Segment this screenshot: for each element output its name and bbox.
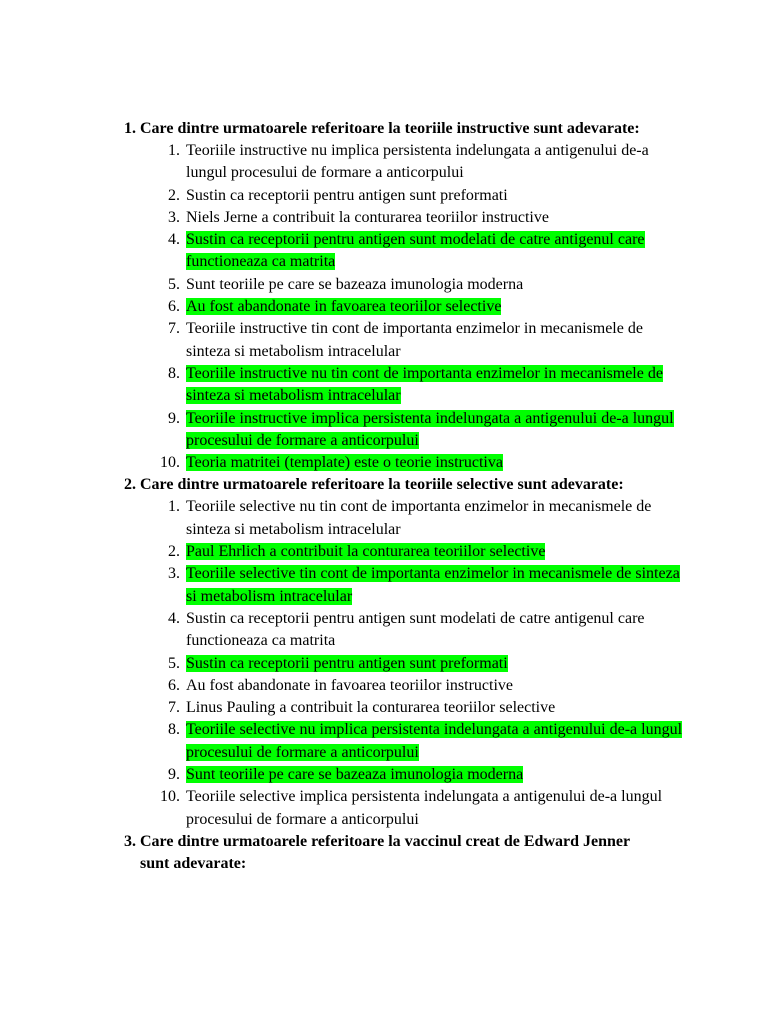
answer-text: Teoriile instructive tin cont de importanta enzimelor in mecanismele de sinteza si metabolism intracelular: [186, 320, 643, 360]
answer-text-block: [186, 541, 686, 563]
answer-number: 10.: [160, 788, 180, 806]
answer-text: Au fost abandonate in favoarea teoriilor instructive: [186, 676, 513, 694]
question-text: Care dintre urmatoarele referitoare la teoriile instructive sunt adevarate:: [140, 120, 640, 137]
answer-number: 5.: [168, 275, 180, 293]
highlighted-answer-text: Teoriile selective nu implica persistenta indelungata a antigenului de-a lungul procesului de formare a anticorpului: [186, 721, 683, 761]
answer-text: Niels Jerne a contribuit la conturarea teoriilor instructive: [186, 208, 549, 226]
highlighted-answer-text: Teoriile instructive nu tin cont de importanta enzimelor in mecanismele de sinteza si metabolism intracelular: [186, 364, 663, 405]
answer-option: [0, 653, 768, 675]
answer-text-block: [186, 318, 686, 363]
answer-number: 7.: [168, 699, 180, 717]
answer-text-block: [186, 786, 686, 831]
highlighted-answer-text: Sustin ca receptorii pentru antigen sunt modelati de catre antigenul care functioneaza ca matrita: [186, 231, 645, 271]
answer-number: 9.: [168, 766, 180, 784]
answer-list: [0, 496, 768, 830]
answer-text-block: [186, 496, 686, 541]
answer-text-block: [186, 229, 686, 274]
answer-text-block: [186, 697, 686, 719]
answer-option: [0, 719, 768, 764]
highlighted-answer-text: Teoriile selective tin cont de importanta enzimelor in mecanismele de sinteza si metabolism intracelular: [186, 565, 680, 605]
answer-number: 2.: [168, 543, 180, 561]
answer-option: [0, 296, 768, 318]
answer-number: 4.: [168, 231, 180, 249]
answer-option: [0, 764, 768, 786]
document-page: [0, 118, 768, 875]
answer-option: [0, 608, 768, 653]
answer-number: 3.: [168, 565, 180, 583]
answer-number: 6.: [168, 298, 180, 316]
answer-number: 8.: [168, 364, 180, 382]
answer-text: Sunt teoriile pe care se bazeaza imunologia moderna: [186, 275, 524, 293]
answer-number: 6.: [168, 676, 180, 694]
answer-text: Teoriile selective implica persistenta indelungata a antigenului de-a lungul procesului de formare a anticorpului: [186, 788, 663, 828]
answer-text-block: [186, 185, 686, 207]
answer-number: 5.: [168, 654, 180, 672]
highlighted-answer-text: Paul Ehrlich a contribuit la conturarea teoriilor selective: [186, 543, 546, 561]
answer-option: [0, 185, 768, 207]
answer-option: [0, 697, 768, 719]
answer-text-block: [186, 363, 686, 408]
answer-text-block: [186, 296, 686, 318]
answer-number: 2.: [168, 186, 180, 204]
answer-option: [0, 140, 768, 185]
highlighted-answer-text: Au fost abandonate in favoarea teoriilor selective: [186, 298, 502, 316]
answer-text-block: [186, 274, 686, 296]
highlighted-answer-text: Teoriile instructive implica persistenta indelungata a antigenului de-a lungul procesului de formare a anticorpului: [186, 409, 674, 449]
answer-option: [0, 229, 768, 274]
answer-number: 8.: [168, 721, 180, 739]
answer-number: 1.: [168, 142, 180, 159]
question-number: 3.: [124, 832, 136, 850]
answer-text: Sustin ca receptorii pentru antigen sunt modelati de catre antigenul care functioneaza ca matrita: [186, 609, 645, 650]
answer-option: [0, 675, 768, 697]
answer-option: [0, 207, 768, 229]
answer-number: 9.: [168, 409, 180, 427]
answer-option: [0, 496, 768, 541]
question-text: Care dintre urmatoarele referitoare la vaccinul creat de Edward Jenner sunt adevarate:: [140, 832, 630, 872]
answer-text: Linus Pauling a contribuit la conturarea teoriilor selective: [186, 699, 556, 717]
highlighted-answer-text: Sunt teoriile pe care se bazeaza imunologia moderna: [186, 766, 524, 784]
highlighted-answer-text: Teoria matritei (template) este o teorie instructiva: [186, 454, 503, 472]
question: [0, 831, 768, 875]
highlighted-answer-text: Sustin ca receptorii pentru antigen sunt preformati: [186, 654, 508, 672]
answer-number: 3.: [168, 208, 180, 226]
question: [0, 474, 768, 496]
question: [0, 118, 768, 140]
answer-number: 4.: [168, 609, 180, 627]
answer-option: [0, 563, 768, 608]
answer-text-block: [186, 563, 686, 608]
answer-text-block: [186, 608, 686, 653]
question-text: Care dintre urmatoarele referitoare la teoriile selective sunt adevarate:: [140, 476, 624, 494]
answer-text: Teoriile instructive nu implica persistenta indelungata a antigenului de-a lungul procesului de formare a anticorpului: [186, 142, 649, 182]
answer-number: 10.: [160, 454, 180, 472]
answer-text-block: [186, 653, 686, 675]
answer-option: [0, 452, 768, 474]
answer-option: [0, 274, 768, 296]
question-number: 1.: [124, 120, 136, 137]
answer-number: 7.: [168, 320, 180, 338]
answer-list: [0, 140, 768, 474]
answer-text-block: [186, 408, 686, 453]
answer-option: [0, 318, 768, 363]
answer-text-block: [186, 140, 686, 185]
answer-number: 1.: [168, 498, 180, 516]
answer-option: [0, 363, 768, 408]
answer-option: [0, 408, 768, 453]
answer-option: [0, 541, 768, 563]
answer-text: Sustin ca receptorii pentru antigen sunt preformati: [186, 186, 508, 204]
answer-text-block: [186, 452, 686, 474]
answer-text-block: [186, 764, 686, 786]
answer-option: [0, 786, 768, 831]
answer-text-block: [186, 675, 686, 697]
answer-text: Teoriile selective nu tin cont de importanta enzimelor in mecanismele de sinteza si metabolism intracelular: [186, 498, 652, 538]
answer-text-block: [186, 207, 686, 229]
answer-text-block: [186, 719, 686, 764]
question-number: 2.: [124, 476, 136, 494]
